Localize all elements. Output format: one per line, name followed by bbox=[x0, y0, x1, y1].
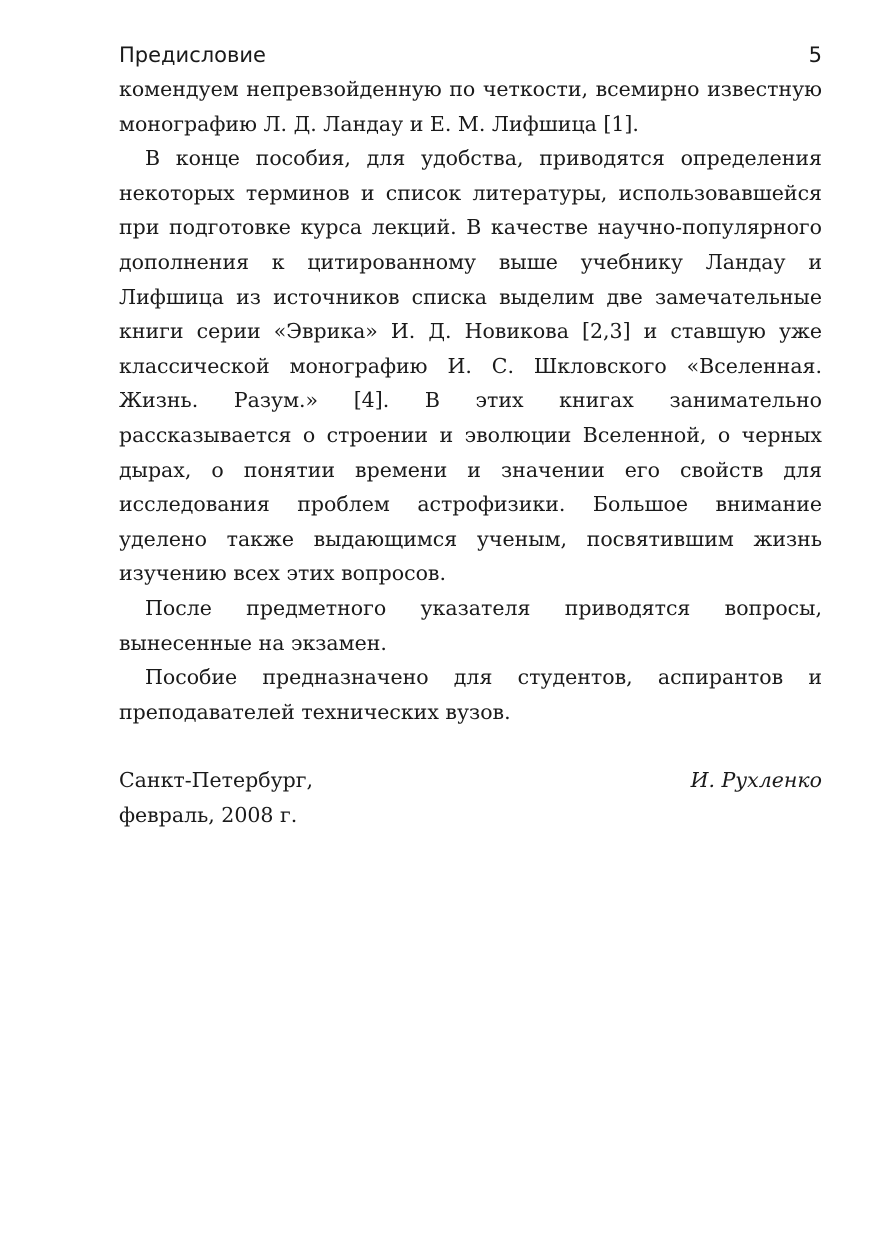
paragraph-audience: Пособие предназначено для студентов, аспирантов и преподавателей технических вузов. bbox=[119, 665, 822, 724]
page-number: 5 bbox=[808, 43, 822, 67]
running-head bbox=[119, 40, 822, 70]
paragraph-literature: В конце пособия, для удобства, приводятся определения некоторых терминов и список литературы, использовавшейся при подготовке курса лекций. В качестве научно-популярного дополнения к цитированному выше учебнику Ландау и Лифшица из источников списка выделим две замечательные книги серии «Эврика» И. Д. Новикова [2,3] и ставшую уже классической монографию И. С. Шкловского «Вселенная. Жизнь. Разум.» [4]. В этих книгах занимательно рассказывается о строении и эволюции Вселенной, о черных дырах, о понятии времени и значении его свойств для исследования проблем астрофизики. Большое внимание уделено также выдающимся ученым, посвятившим жизнь изучению всех этих вопросов. bbox=[119, 146, 822, 586]
signature-author: И. Рухленко bbox=[690, 768, 822, 793]
signature-block bbox=[119, 763, 822, 832]
signature-place: Санкт-Петербург, bbox=[119, 768, 314, 793]
paragraph-exam-questions: После предметного указателя приводятся вопросы, вынесенные на экзамен. bbox=[119, 595, 822, 655]
body-text bbox=[119, 72, 822, 729]
signature-date: февраль, 2008 г. bbox=[119, 802, 298, 827]
paragraph-continuation: комендуем непревзойденную по четкости, всемирно известную монографию Л. Д. Ландау и Е. М. Лифшица [1]. bbox=[119, 77, 822, 136]
document-page bbox=[119, 40, 822, 832]
section-title: Предисловие bbox=[119, 43, 266, 67]
